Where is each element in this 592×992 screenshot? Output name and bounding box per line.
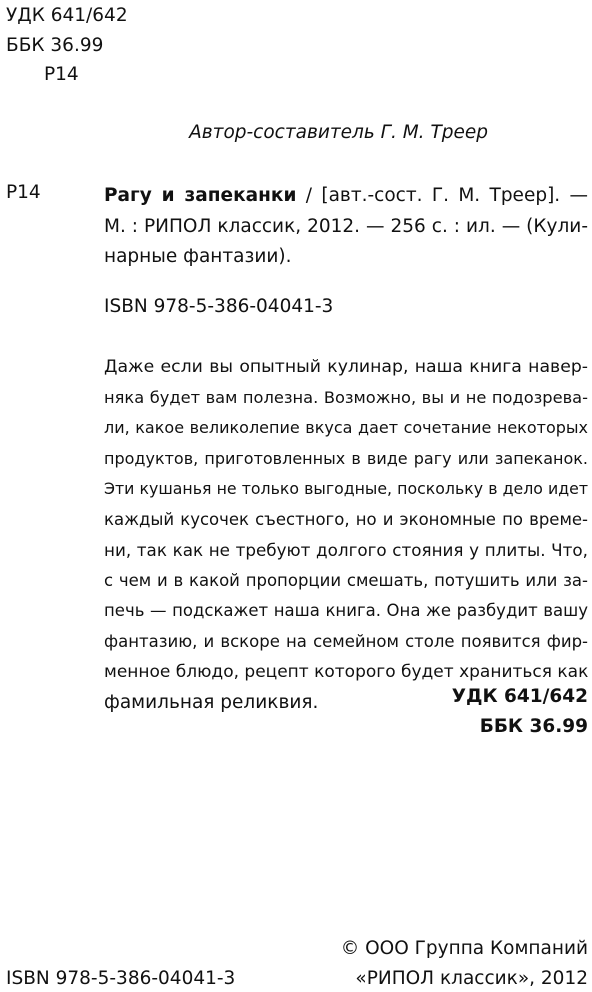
bibliographic-entry [104, 181, 588, 273]
annotation-line: с чем и в какой пропорции смешать, потушить или за- [104, 570, 588, 590]
isbn-main: ISBN 978-5-386-04041-3 [104, 296, 334, 317]
udk-top: УДК 641/642 [6, 5, 128, 26]
book-title: Рагу и запеканки [104, 185, 297, 206]
isbn-bottom: ISBN 978-5-386-04041-3 [6, 968, 236, 989]
annotation-line: менное блюдо, рецепт которого будет храниться как [104, 662, 589, 682]
annotation-line: каждый кусочек съестного, но и экономные по време- [104, 509, 588, 529]
annotation-line: ни, так как не требуют долгого стояния у плиты. Что, [104, 540, 588, 560]
bbk-top: ББК 36.99 [6, 35, 104, 56]
annotation-line: фамильная реликвия. [104, 691, 319, 713]
author-line: Автор-составитель Г. М. Треер [189, 122, 488, 143]
udk-bottom: УДК 641/642 [451, 686, 588, 707]
copyright-line: © ООО Группа Компаний [340, 938, 588, 959]
annotation-line: печь — подскажет наша книга. Она же разбудит вашу [104, 601, 588, 620]
annotation-line: фантазию, и вскоре на семейном столе появится фир- [104, 631, 588, 651]
annotation [104, 352, 588, 718]
biblio-line-1 [104, 181, 588, 212]
publisher-line: «РИПОЛ классик», 2012 [355, 968, 588, 989]
annotation-line: няка будет вам полезна. Возможно, вы и не подозрева- [104, 387, 588, 407]
annotation-line: Эти кушанья не только выгодные, поскольку в дело идет [104, 479, 588, 498]
biblio-line-3: нарные фантазии). [104, 246, 292, 267]
annotation-line: продуктов, приготовленных в виде рагу или запеканок. [104, 448, 588, 468]
biblio-line-2: М. : РИПОЛ классик, 2012. — 256 с. : ил. — (Кули- [104, 215, 588, 237]
biblio-line-1-rest: / [авт.-сост. Г. М. Треер]. — [296, 185, 589, 206]
bbk-bottom: ББК 36.99 [479, 716, 588, 737]
entry-code: Р14 [6, 182, 41, 203]
annotation-line: ли, какое великолепие вкуса дает сочетание некоторых [104, 418, 588, 437]
annotation-line: Даже если вы опытный кулинар, наша книга навер- [104, 357, 588, 377]
author-code-top: Р14 [44, 64, 79, 85]
